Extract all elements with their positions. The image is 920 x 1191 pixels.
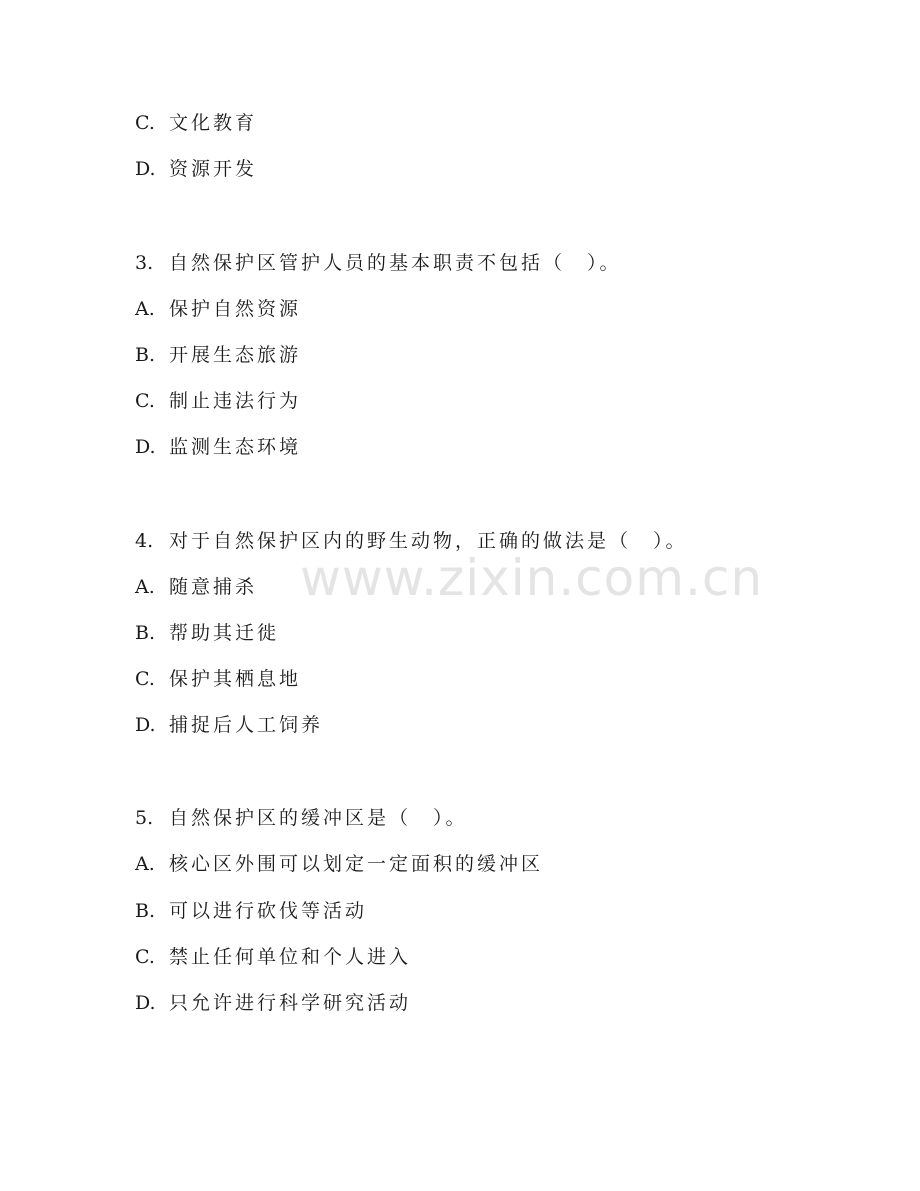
question-3-option-d bbox=[135, 435, 301, 459]
question-3-option-a bbox=[135, 297, 301, 321]
watermark: www.zixin.com.cn bbox=[300, 549, 764, 607]
question-4-option-c bbox=[135, 667, 301, 691]
option-text: 只允许进行科学研究活动 bbox=[169, 992, 412, 1014]
option-text: 随意捕杀 bbox=[169, 576, 258, 598]
question-number: 5. bbox=[135, 807, 154, 829]
question-5-option-b bbox=[135, 899, 367, 923]
option-text: 监测生态环境 bbox=[169, 436, 302, 458]
question-4-stem bbox=[135, 529, 688, 553]
option-marker: C. bbox=[135, 390, 155, 412]
question-text: 自然保护区管护人员的基本职责不包括（ ）。 bbox=[169, 252, 622, 274]
option-text: 核心区外围可以划定一定面积的缓冲区 bbox=[169, 853, 544, 875]
option-d bbox=[135, 157, 257, 181]
option-marker: A. bbox=[135, 298, 155, 320]
option-marker: D. bbox=[135, 436, 156, 458]
question-4-option-b bbox=[135, 621, 279, 645]
question-5-stem bbox=[135, 806, 468, 830]
option-marker: B. bbox=[135, 344, 156, 366]
option-marker: D. bbox=[135, 158, 156, 180]
option-marker: A. bbox=[135, 853, 155, 875]
question-4-option-a bbox=[135, 575, 257, 599]
question-number: 4. bbox=[135, 530, 154, 552]
question-5-option-d bbox=[135, 991, 411, 1015]
question-text: 对于自然保护区内的野生动物，正确的做法是（ ）。 bbox=[169, 530, 688, 552]
option-text: 保护自然资源 bbox=[169, 298, 302, 320]
option-marker: B. bbox=[135, 900, 156, 922]
question-4-option-d bbox=[135, 713, 323, 737]
option-text: 可以进行砍伐等活动 bbox=[169, 900, 368, 922]
option-c bbox=[135, 111, 257, 135]
option-text: 帮助其迁徙 bbox=[169, 622, 280, 644]
question-text: 自然保护区的缓冲区是（ ）。 bbox=[169, 807, 468, 829]
option-text: 保护其栖息地 bbox=[169, 668, 302, 690]
question-5-option-a bbox=[135, 852, 543, 876]
option-text: 开展生态旅游 bbox=[169, 344, 302, 366]
option-marker: C. bbox=[135, 668, 155, 690]
option-marker: C. bbox=[135, 112, 155, 134]
option-text: 资源开发 bbox=[169, 158, 258, 180]
option-text: 捕捉后人工饲养 bbox=[169, 714, 324, 736]
question-3-stem bbox=[135, 251, 622, 275]
option-marker: A. bbox=[135, 576, 155, 598]
option-text: 制止违法行为 bbox=[169, 390, 302, 412]
question-3-option-c bbox=[135, 389, 301, 413]
question-3-option-b bbox=[135, 343, 301, 367]
option-marker: D. bbox=[135, 992, 156, 1014]
option-text: 文化教育 bbox=[169, 112, 258, 134]
option-marker: B. bbox=[135, 622, 156, 644]
question-5-option-c bbox=[135, 945, 411, 969]
option-marker: D. bbox=[135, 714, 156, 736]
question-number: 3. bbox=[135, 252, 154, 274]
option-text: 禁止任何单位和个人进入 bbox=[169, 946, 412, 968]
option-marker: C. bbox=[135, 946, 155, 968]
